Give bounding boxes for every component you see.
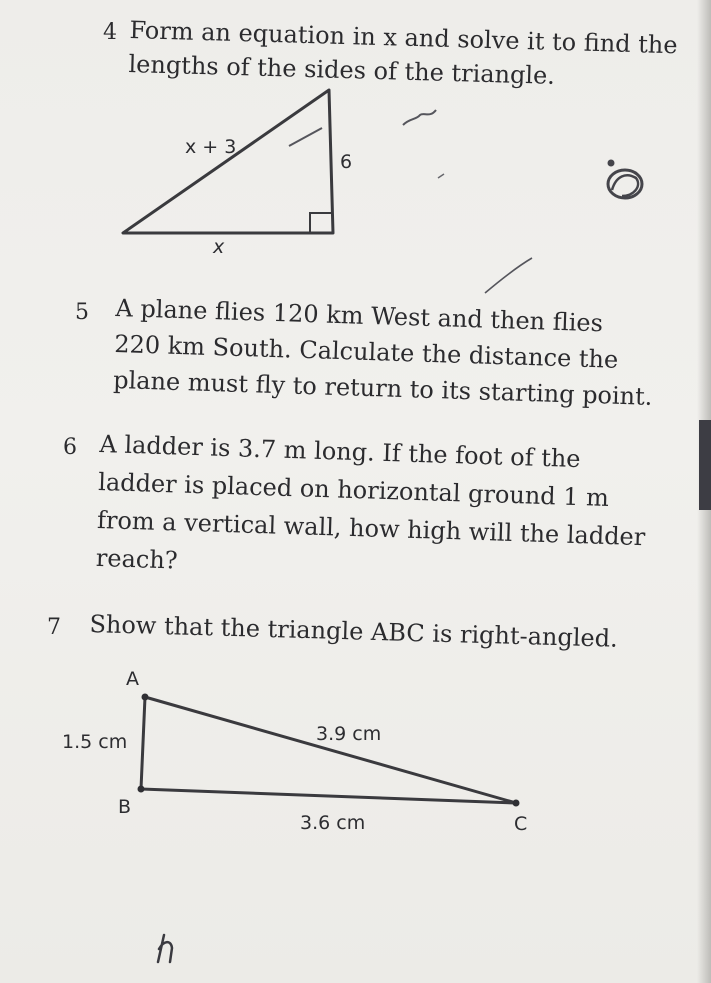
vertex-b-dot — [138, 786, 145, 793]
question-text-line: plane must fly to return to its starting point. — [112, 365, 653, 411]
question-text-line: from a vertical wall, how high will the ladder — [96, 505, 646, 552]
question-text-line: A plane flies 120 km West and then flies — [115, 293, 604, 338]
question-text-line: lengths of the sides of the triangle. — [128, 49, 556, 90]
handwritten-h-mark — [158, 935, 172, 962]
question-number: 4 — [103, 20, 117, 45]
side-ab-label: 1.5 cm — [62, 731, 128, 753]
vertex-b-label: B — [118, 796, 132, 818]
question-text-line: A ladder is 3.7 m long. If the foot of the — [99, 429, 581, 474]
question-text-line: Show that the triangle ABC is right-angled. — [89, 609, 619, 653]
vertical-side-label: 6 — [340, 151, 353, 173]
side-bc-label: 3.6 cm — [300, 812, 366, 834]
question-number: 5 — [75, 300, 89, 325]
triangle-abc-outline — [141, 697, 516, 803]
question-text-line: ladder is placed on horizontal ground 1 m — [97, 467, 610, 513]
vertex-c-dot — [513, 800, 520, 807]
question-text-line: Form an equation in x and solve it to find the — [129, 15, 678, 60]
question-text-line: reach? — [95, 543, 179, 575]
base-label: x — [213, 236, 225, 258]
side-ac-label: 3.9 cm — [316, 723, 382, 745]
vertex-a-label: A — [126, 668, 139, 690]
question-number: 7 — [47, 615, 61, 640]
vertex-c-label: C — [514, 813, 528, 835]
hypotenuse-label: x + 3 — [185, 136, 237, 158]
vertex-a-dot — [142, 694, 149, 701]
question-text-line: 220 km South. Calculate the distance the — [113, 329, 619, 374]
question-number: 6 — [63, 435, 77, 460]
